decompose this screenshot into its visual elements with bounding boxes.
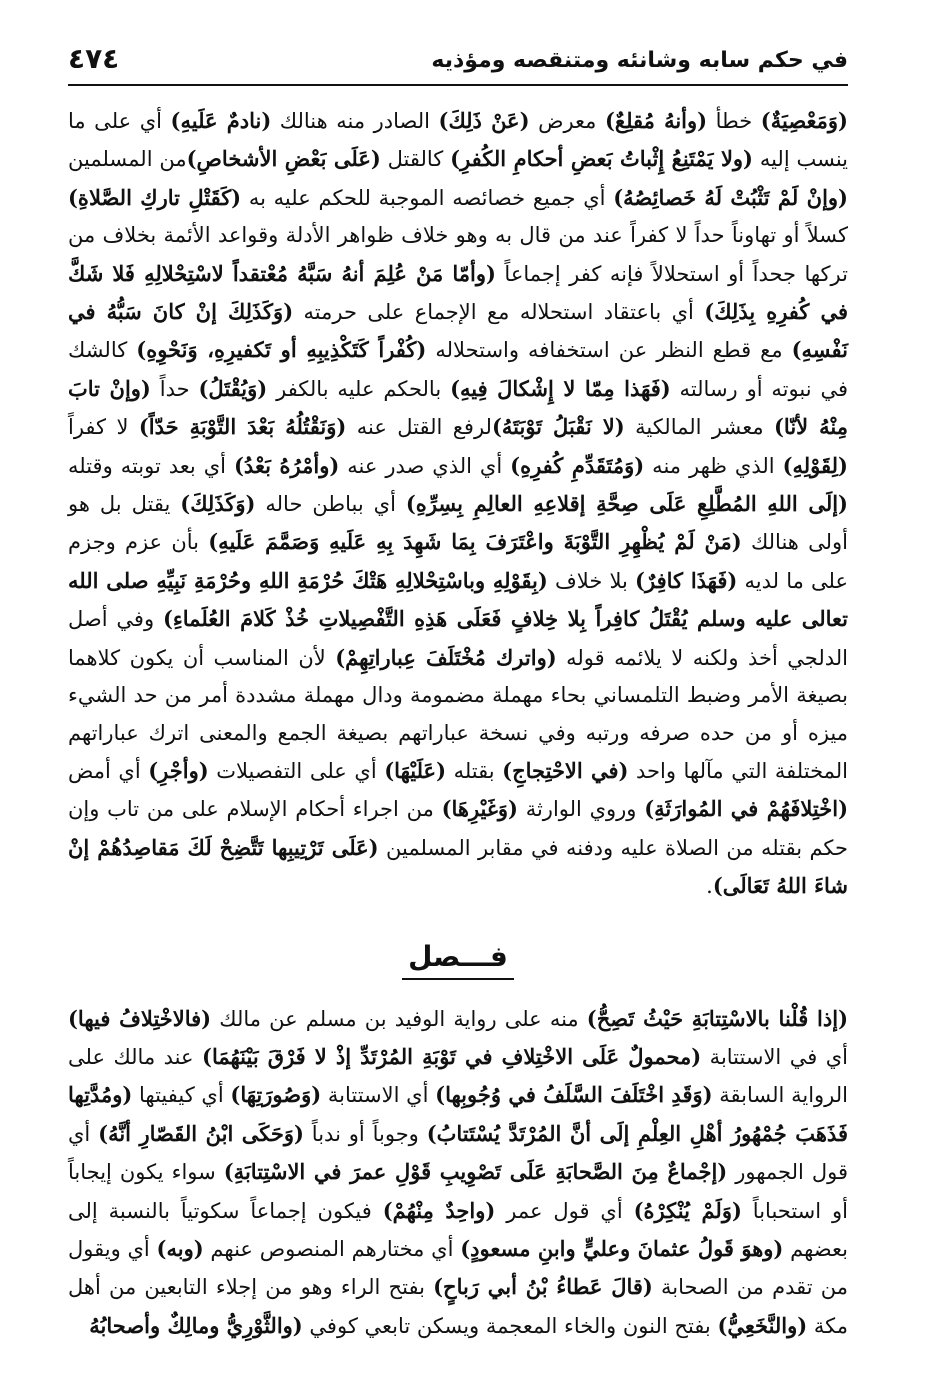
commentary-text: مع قطع النظر عن استخفافه واستحلاله: [426, 338, 792, 363]
commentary-text: أي باعتقاد استحلاله مع الإجماع على حرمته: [293, 300, 705, 325]
commentary-text: الصادر منه هنالك: [271, 109, 439, 133]
commentary-text: أي كيفيتها: [132, 1083, 231, 1108]
matn-quote: (وَصُورَتِهَا): [230, 1082, 322, 1108]
matn-quote: (لا نَقْبَلُ تَوْبَتَهُ): [491, 414, 625, 440]
matn-quote: (بِقَوْلِهِ وباسْتِحْلالِهِ هَتْكَ حُرْمَةِ اللهِ وحُرْمَةِ نَبِيِّهِ صلى الله تعالى عليه وسلم يُقْتَلُ كافِراً بِلا خِلافٍ فَعَلَى هَذِهِ التَّفْصِيلاتِ خُذْ كَلامَ العُلَماءِ): [68, 567, 849, 632]
commentary-text: .: [706, 874, 713, 899]
matn-quote: (نادمٌ عَلَيهِ): [170, 108, 272, 133]
commentary-text: معرض: [529, 109, 605, 133]
commentary-text: كالشك في نبوته أو رسالته: [68, 338, 848, 401]
commentary-text: من المسلمين: [68, 147, 187, 172]
commentary-text: بأن عزم وجزم على ما لديه: [68, 530, 849, 593]
commentary-text: أي قول الجمهور: [68, 1121, 848, 1185]
matn-quote: (وَكَذَلِكَ إنْ كانَ سَبُّهُ في نَفْسِهِ): [68, 299, 848, 363]
matn-quote: (عَلَى تَرْتِيبِها تَتَّضِحْ لَكَ مَقاصِدُهُمْ إنْ شاءَ اللهُ تَعَالَى): [68, 834, 848, 899]
section-heading: [68, 938, 848, 980]
commentary-text: لأن المناسب أن يكون كلاهما بصيغة الأمر وضبط التلمساني بحاء مهملة مضمومة ودال مهملة مشددة أمر من حد الشيء ميزه أو من حده صرفه ورتبه وفي نسخة عباراتهم بصيغة الجمع والمعنى اترك عباراتهم المختلفة التي مآلها واحد: [68, 645, 848, 783]
running-header: [68, 40, 848, 86]
matn-quote: (اخْتِلافَهُمْ في المُوارَثَةِ): [644, 796, 849, 822]
matn-quote: (وَكَذَلِكَ): [180, 491, 256, 517]
commentary-text: أي الذي صدر عنه: [339, 453, 511, 478]
body-paragraph-2: [68, 1000, 848, 1346]
matn-quote: (واترك مُخْتَلَفَ عِباراتِهِمْ): [335, 644, 557, 670]
section-heading-text: فـــصل: [402, 938, 514, 980]
matn-quote: (وَمُتَقَدِّمِ كُفرِهِ): [510, 452, 645, 478]
matn-quote: (ومُدَّتِها فَذَهَبَ جُمْهُورُ أهْلِ العِلْمِ إلَى أنَّ المُرْتَدَّ يُسْتَتابُ): [68, 1082, 848, 1146]
matn-quote: (وإنْ لَمْ تَثْبُتْ لَهُ خَصائِصُهُ): [613, 184, 848, 210]
commentary-text: بالحكم عليه بالكفر: [267, 376, 451, 401]
commentary-text: أي بعد توبته وقتله: [68, 453, 234, 478]
commentary-text: لا كفراً: [68, 415, 139, 440]
matn-quote: (واحِدٌ مِنْهُمْ): [382, 1197, 496, 1223]
commentary-text: بفتح الراء وهو من إجلاء التابعين من أهل مكة: [68, 1275, 848, 1338]
matn-quote: (وأجْرِ): [148, 757, 209, 783]
commentary-text: منه على رواية الوفيد بن مسلم عن مالك: [211, 1006, 587, 1031]
matn-quote: (في الاحْتِجاجِ): [502, 757, 629, 783]
matn-quote: (إذا قُلْنا بالاسْتِتابَةِ حَيْثُ تَصِحُّ): [586, 1005, 849, 1031]
matn-quote: (لِقَوْلِهِ): [782, 452, 848, 478]
matn-quote: (قالَ عَطاءُ بْنُ أبي رَباحٍ): [433, 1274, 653, 1300]
matn-quote: (وَلَمْ يُنْكِرْهُ): [633, 1197, 742, 1223]
commentary-text: سواء يكون إيجاباً أو استحباباً: [68, 1160, 848, 1223]
commentary-text: لرفع القتل عنه: [346, 415, 492, 440]
commentary-text: كالقتل: [380, 147, 451, 172]
commentary-text: عند مالك على الرواية السابقة: [68, 1044, 848, 1108]
matn-quote: (عَلَى بَعْضِ الأشخاصِ): [186, 146, 381, 172]
matn-quote: (فَهَذا مِمّا لا إِشْكالَ فِيهِ): [450, 375, 671, 401]
commentary-text: حداً: [150, 376, 199, 401]
commentary-text: معشر المالكية: [624, 415, 774, 440]
matn-quote: (محمولٌ عَلَى الاخْتِلافِ في تَوْبَةِ المُرْتَدِّ إذْ لا فَرْقَ بَيْنَهُمَا): [202, 1043, 702, 1069]
commentary-text: أي في الاستتابة: [701, 1044, 848, 1069]
matn-quote: (وبه): [156, 1235, 204, 1261]
commentary-text: من اجراء أحكام الإسلام على من تاب وإن حكم بقتله من الصلاة عليه ودفنه في مقابر المسلمين: [68, 797, 848, 860]
matn-quote: (مَنْ لَمْ يُظْهِرِ التَّوْبَةَ واعْتَرَفَ بِمَا شَهِدَ بِهِ عَلَيهِ وَصَمَّمَ عَلَيهِ): [208, 529, 742, 555]
matn-quote: (وَمَعْصِيَةٌ): [760, 108, 848, 133]
commentary-text: أي الاستتابة: [321, 1083, 436, 1108]
commentary-text: أي على التفصيلات: [208, 758, 385, 783]
commentary-text: بلا خلاف: [547, 568, 636, 593]
matn-quote: (وَغَيْرِهَا): [441, 796, 518, 822]
commentary-text: أي قول عمر: [495, 1198, 634, 1223]
commentary-text: أي جميع خصائصه الموجبة للحكم عليه به: [241, 185, 614, 210]
matn-quote: (وأنهُ مُقلِعٌ): [604, 108, 708, 133]
matn-quote: (عَلَيْهَا): [384, 757, 447, 783]
commentary-text: الذي ظهر منه: [644, 453, 783, 478]
matn-quote: (وَقَدِ اخْتَلَفَ السَّلَفُ في وُجُوبِها): [435, 1082, 713, 1108]
page-number: ٤٧٤: [68, 42, 120, 75]
matn-quote: (إلَى اللهِ المُطَّلِعِ عَلَى صِحَّةِ إقلاعِهِ العالِمِ بِسِرِّهِ): [405, 491, 848, 517]
commentary-text: أي بباطن حاله: [255, 492, 406, 517]
commentary-text: وجوباً أو ندباً: [303, 1121, 427, 1146]
matn-quote: (كَقَتْلِ تاركِ الصَّلاةِ): [68, 184, 242, 210]
matn-quote: (وهوَ قَولُ عثمانَ وعليٍّ وابنِ مسعودٍ): [460, 1235, 784, 1261]
matn-quote: (وإنْ تابَ مِنْهُ لأنّا): [68, 375, 849, 440]
commentary-text: أي أمض: [68, 758, 149, 783]
commentary-text: فيكون إجماعاً سكوتياً بالنسبة إلى بعضهم: [68, 1198, 848, 1261]
commentary-text: وروي الوارثة: [517, 797, 645, 822]
matn-quote: (عَنْ ذَلِكَ): [438, 108, 530, 133]
commentary-text: أي على ما ينسب إليه: [68, 109, 849, 172]
matn-quote: (وَحَكَى ابْنُ القَصّارِ أنَّهُ): [98, 1120, 304, 1146]
matn-quote: (والثَّوْرِيُّ ومالِكٌ وأصحابُهُ: [89, 1312, 303, 1338]
commentary-text: بفتح النون والخاء المعجمة ويسكن تابعي كوفي: [302, 1313, 718, 1338]
matn-quote: (فالاخْتِلافُ فيها): [68, 1005, 212, 1031]
matn-quote: (فَهَذَا كافِرٌ): [635, 567, 738, 593]
matn-quote: (وَيُقْتَلُ): [198, 375, 268, 401]
commentary-text: كسلاً أو تهاوناً حداً لا كفراً عند من قال به وهو خلاف ظواهر الأدلة وقواعد الأئمة بخلاف من تركها جحداً أو استحلالاً فإنه كفر إجماعاً: [68, 223, 848, 286]
book-page: [68, 40, 848, 1360]
commentary-text: بقتله: [446, 758, 503, 783]
matn-quote: (كُفْراً كَتَكْذِيبِهِ أو تَكفيرِهِ، وَنَحْوِهِ): [136, 337, 427, 363]
matn-quote: (إجْماعٌ مِنَ الصَّحابَةِ عَلَى تَصْوِيبِ قَوْلِ عمرَ في الاسْتِتابَةِ): [223, 1159, 728, 1185]
matn-quote: (والنَّخَعِيُّ): [717, 1312, 808, 1338]
commentary-text: أي مختارهم المنصوص عنهم: [203, 1236, 461, 1261]
matn-quote: (وَنَقْتُلُهُ بَعْدَ التَّوْبَةِ حَدّاً): [138, 414, 347, 440]
matn-quote: (ولا يَمْتَنِعُ إِثْباتُ بَعضِ أحكامِ الكُفرِ): [450, 146, 753, 172]
commentary-text: يقتل بل هو أولى هنالك: [68, 492, 848, 555]
matn-quote: (وأمّا مَنْ عُلِمَ أنهُ سَبَّهُ مُعْتقداً لاسْتِحْلالِهِ فَلا شَكَّ في كُفرِهِ بِذَلِكَ): [68, 260, 848, 325]
running-title: في حكم سابه وشانئه ومتنقصه ومؤذيه: [431, 48, 848, 73]
commentary-text: خطأ: [707, 109, 761, 133]
matn-quote: (وأمْرُهُ بَعْدُ): [233, 452, 340, 478]
body-paragraph-1: [68, 102, 848, 906]
commentary-text: وفي أصل الدلجي أخذ ولكنه لا يلائمه قوله: [68, 607, 848, 670]
commentary-text: أي ويقول من تقدم من الصحابة: [68, 1236, 848, 1300]
